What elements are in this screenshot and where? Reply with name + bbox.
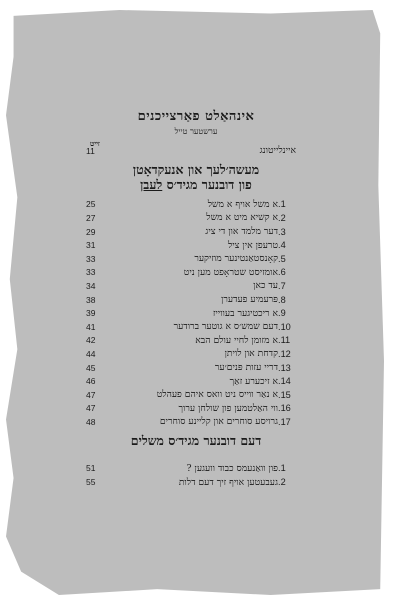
entry-number: 14.: [278, 376, 291, 387]
toc-entry: [86, 320, 296, 334]
entry-number: 5.: [278, 253, 286, 264]
entry-number: 3.: [278, 226, 286, 237]
entry-title: עד כאן: [253, 280, 278, 292]
entry-title: א קשיא מיט א משל: [206, 212, 278, 224]
section1-list: [86, 198, 296, 429]
entry-title: טרעפן אין ציל: [227, 239, 278, 251]
intro-page: 11: [86, 145, 95, 156]
entry-title: דער מלמד און די ציג: [205, 226, 278, 238]
entry-page: 27: [86, 212, 96, 223]
entry-number: 2.: [278, 477, 286, 488]
entry-title: געבעטען אויף זיך דעם דלות: [178, 476, 278, 488]
entry-page: 48: [86, 416, 96, 427]
toc-entry: [86, 238, 296, 252]
entry-title: פּרעמיע פעדערן: [221, 294, 278, 306]
entry-number: 2.: [278, 212, 286, 223]
entry-page: 47: [86, 389, 96, 400]
toc-entry: [86, 279, 296, 293]
entry-page: 45: [86, 362, 96, 373]
entry-number: 17.: [278, 416, 291, 427]
entry-title: א זיכערע זאַך: [229, 375, 278, 387]
intro-entry: [86, 144, 296, 158]
entry-page: 46: [86, 376, 96, 387]
entry-page: 33: [86, 267, 96, 278]
section2-list: [86, 462, 296, 489]
entry-number: 9.: [278, 308, 286, 319]
entry-title: א נאַר ווייס ניט וואס איהם פעהלט: [156, 389, 278, 401]
entry-title: אומזיסט שטראָפט מען ניט: [183, 266, 278, 278]
entry-number: 10.: [278, 321, 291, 332]
entry-number: 15.: [278, 389, 291, 400]
toc-entry: [86, 388, 296, 402]
entry-page: 34: [86, 280, 96, 291]
entry-title: א מזומן לחיי עולם הבא: [195, 334, 278, 346]
entry-number: 1.: [278, 463, 286, 474]
entry-number: 13.: [278, 362, 291, 373]
entry-title: דריי עזות פּנים׳ער: [214, 362, 278, 374]
toc-entry: [86, 402, 296, 416]
toc-entry: [86, 475, 296, 489]
entry-page: 44: [86, 348, 96, 359]
spacer: [96, 454, 296, 462]
toc-entry: [86, 266, 296, 280]
entry-number: 16.: [278, 403, 291, 414]
entry-page: 41: [86, 321, 96, 332]
entry-page: 39: [86, 308, 96, 319]
entry-title: דעם שמש׳ס א גוטער ברודער: [173, 321, 278, 333]
section1-title: [96, 162, 296, 192]
toc-entry: [86, 415, 296, 429]
entry-page: 25: [86, 199, 96, 210]
toc-entry: [86, 293, 296, 307]
toc-entry: [86, 198, 296, 212]
entry-number: 1.: [278, 199, 286, 210]
entry-title: קדחת און לויתן: [224, 348, 278, 360]
entry-page: 47: [86, 403, 96, 414]
entry-number: 8.: [278, 294, 286, 305]
entry-title: פון וואַנעמס כבוד וועגען ?: [186, 462, 278, 474]
toc-entry: [86, 462, 296, 476]
toc-entry: [86, 225, 296, 239]
toc-entry: [86, 374, 296, 388]
entry-number: 12.: [278, 348, 291, 359]
entry-page: 51: [86, 463, 96, 474]
part-label: ערשטער טייל: [174, 127, 218, 136]
entry-title: א ריכטיגער בעווייז: [212, 307, 278, 319]
entry-number: 4.: [278, 240, 286, 251]
section1-title-line2b: לעבן: [140, 176, 163, 192]
toc-entry: [86, 361, 296, 375]
entry-page: 31: [86, 240, 96, 251]
toc-entry: [86, 334, 296, 348]
section1-title-line1: מעשה׳לעך און אנעקדאָטן: [132, 161, 260, 177]
section1-title-line2: [96, 177, 296, 192]
toc-entry: [86, 347, 296, 361]
entry-page: 55: [86, 477, 96, 488]
entry-page: 42: [86, 335, 96, 346]
intro-label: איינלייטונג: [259, 145, 296, 157]
toc-entry: [86, 211, 296, 225]
entry-title: גרויסע סוחרים און קליינע סוחרים: [159, 416, 278, 428]
entry-number: 7.: [278, 280, 286, 291]
page-column-header: זייט: [90, 139, 100, 148]
entry-number: 6.: [278, 267, 286, 278]
entry-title: ווי האַלטמען פון שולחן ערוך: [178, 402, 278, 414]
page-title: אינהאַלט פאַרצייכנים: [137, 109, 255, 124]
entry-title: קאָנסטאַנטינער מוזיקער: [194, 253, 278, 265]
entry-title: א משל אויף א משל: [207, 198, 278, 210]
entry-page: 29: [86, 226, 96, 237]
toc-entry: [86, 252, 296, 266]
entry-number: 11.: [278, 335, 291, 346]
toc-entry: [86, 306, 296, 320]
section1-title-line2a: פון דובנער מגיד׳ס: [166, 176, 252, 192]
entry-page: 33: [86, 253, 96, 264]
section2-title: דעם דובנער מגיד׳ס משלים: [130, 432, 262, 448]
entry-page: 38: [86, 294, 96, 305]
